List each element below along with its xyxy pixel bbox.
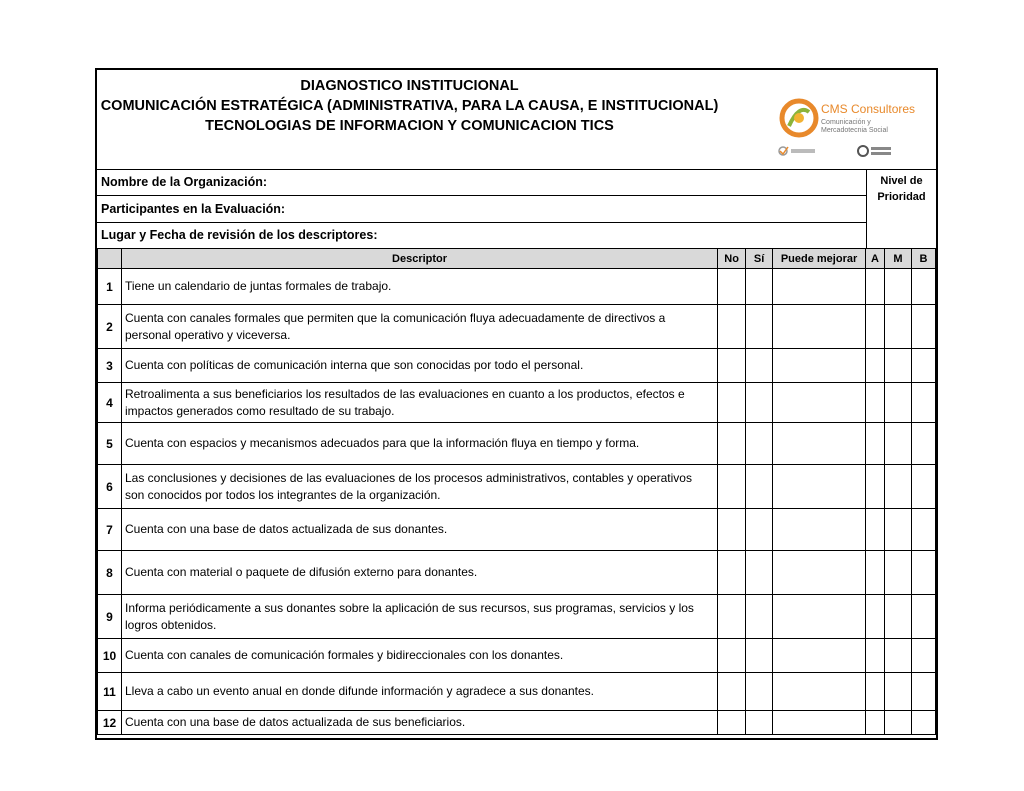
- logo-icon: [777, 96, 917, 168]
- priority-m-cell[interactable]: [884, 595, 911, 639]
- priority-b-cell[interactable]: [911, 423, 935, 465]
- no-cell[interactable]: [718, 383, 746, 423]
- col-puede-mejorar: Puede mejorar: [773, 249, 866, 269]
- priority-m-cell[interactable]: [884, 305, 911, 349]
- col-descriptor: Descriptor: [121, 249, 717, 269]
- puede-mejorar-cell[interactable]: [773, 423, 866, 465]
- row-descriptor: Lleva a cabo un evento anual en donde difunde información y agradece a sus donantes.: [121, 673, 717, 711]
- row-number: 6: [98, 465, 122, 509]
- logo-name: CMS Consultores: [821, 102, 916, 116]
- priority-b-cell[interactable]: [911, 509, 935, 551]
- si-cell[interactable]: [746, 423, 773, 465]
- row-descriptor: Informa periódicamente a sus donantes sobre la aplicación de sus recursos, sus programas, servicios y los logros obtenidos.: [121, 595, 717, 639]
- priority-a-cell[interactable]: [866, 673, 885, 711]
- priority-b-cell[interactable]: [911, 551, 935, 595]
- si-cell[interactable]: [746, 595, 773, 639]
- priority-a-cell[interactable]: [866, 595, 885, 639]
- no-cell[interactable]: [718, 639, 746, 673]
- row-descriptor: Las conclusiones y decisiones de las evaluaciones de los procesos administrativos, contables y operativos son conocidos por todos los integrantes de la organización.: [121, 465, 717, 509]
- logo-tagline-1: Comunicación y: [821, 119, 871, 126]
- col-num: [98, 249, 122, 269]
- priority-m-cell[interactable]: [884, 465, 911, 509]
- no-cell[interactable]: [718, 673, 746, 711]
- table-row: [98, 639, 936, 673]
- col-m: M: [884, 249, 911, 269]
- priority-a-cell[interactable]: [866, 551, 885, 595]
- priority-a-cell[interactable]: [866, 349, 885, 383]
- priority-m-cell[interactable]: [884, 673, 911, 711]
- priority-m-cell[interactable]: [884, 711, 911, 735]
- row-number: 12: [98, 711, 122, 735]
- priority-label-2: Prioridad: [877, 191, 926, 203]
- table-row: [98, 305, 936, 349]
- priority-a-cell[interactable]: [866, 509, 885, 551]
- title-line-3: TECNOLOGIAS DE INFORMACION Y COMUNICACION TICS: [205, 118, 614, 134]
- priority-m-cell[interactable]: [884, 551, 911, 595]
- priority-b-cell[interactable]: [911, 349, 935, 383]
- row-descriptor: Cuenta con una base de datos actualizada de sus beneficiarios.: [121, 711, 717, 735]
- priority-m-cell[interactable]: [884, 269, 911, 305]
- table-row: [98, 595, 936, 639]
- puede-mejorar-cell[interactable]: [773, 711, 866, 735]
- table-row: [98, 423, 936, 465]
- puede-mejorar-cell[interactable]: [773, 349, 866, 383]
- diagnostic-form: [95, 68, 938, 740]
- row-descriptor: Cuenta con canales formales que permiten que la comunicación fluya adecuadamente de directivos a personal operativo y viceversa.: [121, 305, 717, 349]
- si-cell[interactable]: [746, 509, 773, 551]
- si-cell[interactable]: [746, 711, 773, 735]
- priority-a-cell[interactable]: [866, 269, 885, 305]
- table-row: [98, 269, 936, 305]
- logo-tagline-2: Mercadotecnia Social: [821, 127, 888, 134]
- row-descriptor: Cuenta con espacios y mecanismos adecuados para que la información fluya en tiempo y forma.: [121, 423, 717, 465]
- table-header-row: [98, 249, 936, 269]
- col-si: Sí: [746, 249, 773, 269]
- col-a: A: [866, 249, 885, 269]
- no-cell[interactable]: [718, 465, 746, 509]
- priority-m-cell[interactable]: [884, 383, 911, 423]
- priority-b-cell[interactable]: [911, 269, 935, 305]
- priority-m-cell[interactable]: [884, 639, 911, 673]
- priority-b-cell[interactable]: [911, 639, 935, 673]
- priority-a-cell[interactable]: [866, 423, 885, 465]
- descriptor-table: [97, 248, 936, 735]
- row-number: 1: [98, 269, 122, 305]
- si-cell[interactable]: [746, 269, 773, 305]
- priority-a-cell[interactable]: [866, 711, 885, 735]
- priority-a-cell[interactable]: [866, 383, 885, 423]
- si-cell[interactable]: [746, 383, 773, 423]
- priority-b-cell[interactable]: [911, 711, 935, 735]
- table-row: [98, 711, 936, 735]
- priority-level-header: [866, 169, 936, 250]
- si-cell[interactable]: [746, 305, 773, 349]
- priority-a-cell[interactable]: [866, 639, 885, 673]
- row-number: 10: [98, 639, 122, 673]
- row-number: 5: [98, 423, 122, 465]
- si-cell[interactable]: [746, 465, 773, 509]
- priority-a-cell[interactable]: [866, 305, 885, 349]
- table-row: [98, 551, 936, 595]
- priority-b-cell[interactable]: [911, 383, 935, 423]
- table-row: [98, 509, 936, 551]
- priority-m-cell[interactable]: [884, 349, 911, 383]
- row-descriptor: Cuenta con material o paquete de difusión externo para donantes.: [121, 551, 717, 595]
- row-number: 9: [98, 595, 122, 639]
- puede-mejorar-cell[interactable]: [773, 509, 866, 551]
- row-descriptor: Cuenta con canales de comunicación formales y bidireccionales con los donantes.: [121, 639, 717, 673]
- row-descriptor: Cuenta con una base de datos actualizada de sus donantes.: [121, 509, 717, 551]
- puede-mejorar-cell[interactable]: [773, 673, 866, 711]
- table-row: [98, 383, 936, 423]
- no-cell[interactable]: [718, 595, 746, 639]
- priority-b-cell[interactable]: [911, 465, 935, 509]
- puede-mejorar-cell[interactable]: [773, 465, 866, 509]
- title-line-2: COMUNICACIÓN ESTRATÉGICA (ADMINISTRATIVA, PARA LA CAUSA, E INSTITUCIONAL): [100, 98, 719, 114]
- no-cell[interactable]: [718, 269, 746, 305]
- row-descriptor: Cuenta con políticas de comunicación interna que son conocidas por todo el personal.: [121, 349, 717, 383]
- no-cell[interactable]: [718, 509, 746, 551]
- si-cell[interactable]: [746, 551, 773, 595]
- row-number: 8: [98, 551, 122, 595]
- row-descriptor: Retroalimenta a sus beneficiarios los resultados de las evaluaciones en cuanto a los productos, efectos e impactos generados como resultado de su trabajo.: [121, 383, 717, 423]
- place-date-field[interactable]: Lugar y Fecha de revisión de los descriptores:: [101, 228, 378, 242]
- priority-b-cell[interactable]: [911, 673, 935, 711]
- row-number: 7: [98, 509, 122, 551]
- priority-a-cell[interactable]: [866, 465, 885, 509]
- si-cell[interactable]: [746, 639, 773, 673]
- priority-b-cell[interactable]: [911, 595, 935, 639]
- priority-b-cell[interactable]: [911, 305, 935, 349]
- puede-mejorar-cell[interactable]: [773, 595, 866, 639]
- form-header: [97, 70, 936, 170]
- table-row: [98, 673, 936, 711]
- si-cell[interactable]: [746, 349, 773, 383]
- participants-field[interactable]: Participantes en la Evaluación:: [97, 196, 866, 223]
- row-number: 11: [98, 673, 122, 711]
- row-number: 3: [98, 349, 122, 383]
- puede-mejorar-cell[interactable]: [773, 383, 866, 423]
- priority-m-cell[interactable]: [884, 509, 911, 551]
- company-logo: [777, 96, 917, 168]
- puede-mejorar-cell[interactable]: [773, 305, 866, 349]
- no-cell[interactable]: [718, 551, 746, 595]
- no-cell[interactable]: [718, 423, 746, 465]
- col-no: No: [718, 249, 746, 269]
- table-row: [98, 465, 936, 509]
- col-b: B: [911, 249, 935, 269]
- puede-mejorar-cell[interactable]: [773, 639, 866, 673]
- priority-label-1: Nivel de: [880, 175, 923, 187]
- puede-mejorar-cell[interactable]: [773, 551, 866, 595]
- row-descriptor: Tiene un calendario de juntas formales de trabajo.: [121, 269, 717, 305]
- org-name-field[interactable]: Nombre de la Organización:: [97, 169, 866, 196]
- priority-m-cell[interactable]: [884, 423, 911, 465]
- no-cell[interactable]: [718, 711, 746, 735]
- no-cell[interactable]: [718, 349, 746, 383]
- no-cell[interactable]: [718, 305, 746, 349]
- row-number: 2: [98, 305, 122, 349]
- title-line-1: DIAGNOSTICO INSTITUCIONAL: [300, 78, 519, 94]
- table-row: [98, 349, 936, 383]
- row-number: 4: [98, 383, 122, 423]
- puede-mejorar-cell[interactable]: [773, 269, 866, 305]
- si-cell[interactable]: [746, 673, 773, 711]
